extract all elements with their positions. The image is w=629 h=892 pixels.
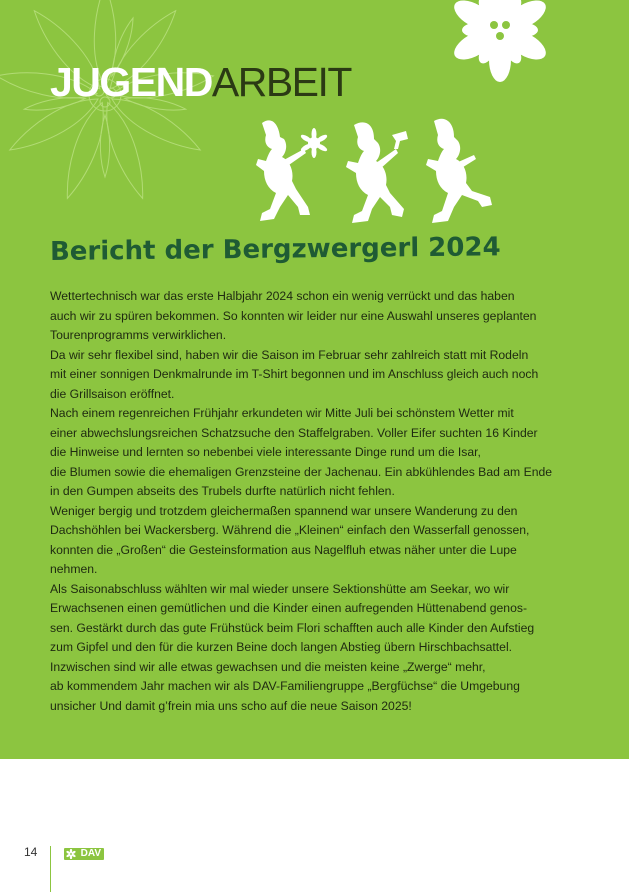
body-line: mit einer sonnigen Denkmalrunde im T-Shirt begonnen und im Anschluss gleich auch noch [50,367,539,381]
body-line: auch wir zu spüren bekommen. So konnten wir leider nur eine Auswahl unseres geplanten [50,308,537,323]
body-line: die Blumen sowie die ehemaligen Grenzsteine der Jachenau. Ein abkühlendes Bad am Ende [50,464,553,479]
gnome-marching-icon [426,119,492,223]
section-title [50,58,351,106]
body-line: Nach einem regenreichen Frühjahr erkundeten wir Mitte Juli bei schönstem Wetter mit [50,406,514,420]
body-line: Tourenprogramms verwirklichen. [50,328,227,342]
edelweiss-mini-icon [66,849,76,859]
body-line: nehmen. [50,562,98,576]
dav-logo-text: DAV [80,848,101,859]
article-body [50,287,562,716]
gnome-with-hammer-icon [346,122,408,223]
body-line: sen. Gestärkt durch das gute Frühstück beim Flori schafften auch alle Kinder den Aufstieg [50,620,535,635]
body-line: Inzwischen sind wir alle etwas gewachsen und die meisten keine „Zwerge“ mehr, [50,659,486,674]
body-line: die Hinweise und lernten so nebenbei viele interessante Dinge rund um die Isar, [50,445,481,459]
body-line: in den Gumpen abseits des Trubels durfte natürlich nicht fehlen. [50,484,395,498]
gnome-with-flower-icon [256,120,328,221]
body-line: konnten die „Großen“ die Gesteinsformation aus Nagelfluh etwas näher unter die Lupe [50,542,517,557]
dav-logo [64,848,104,860]
article-title: Bericht der Bergzwergerl 2024 [49,232,501,267]
gnomes-illustration [252,115,502,230]
body-line: Dachshöhlen bei Wackersberg. Während die „Kleinen“ einfach den Wasserfall genossen, [50,523,530,537]
section-title-bold: JUGEND [50,59,212,105]
footer-divider [50,846,51,892]
body-line: Erwachsenen einen gemütlichen und die Kinder einen aufregenden Hüttenabend genos- [50,601,528,615]
edelweiss-icon [438,0,568,92]
body-line: Weniger bergig und trotzdem gleichermaßen spannend war unsere Wanderung zu den [50,503,518,518]
body-line: Als Saisonabschluss wählten wir mal wieder unsere Sektionshütte am Seekar, wo wir [50,581,510,596]
page-number: 14 [24,845,38,859]
section-title-light: ARBEIT [211,59,351,105]
body-line: Da wir sehr flexibel sind, haben wir die Saison im Februar sehr zahlreich statt mit Rodeln [50,347,529,362]
body-line: unsicher Und damit g’frein mia uns scho auf die neue Saison 2025! [50,698,412,713]
body-line: die Grillsaison eröffnet. [50,386,175,401]
body-line: ab kommendem Jahr machen wir als DAV-Familiengruppe „Bergfüchse“ die Umgebung [50,679,520,693]
body-line: einer abwechslungsreichen Schatzsuche den Staffelgraben. Voller Eifer suchten 16 Kinder [50,425,538,440]
body-line: Wettertechnisch war das erste Halbjahr 2024 schon ein wenig verrückt und das haben [50,289,515,303]
body-line: zum Gipfel und den für die kurzen Beine doch langen Abstieg übern Hirschbachsattel. [50,640,513,654]
